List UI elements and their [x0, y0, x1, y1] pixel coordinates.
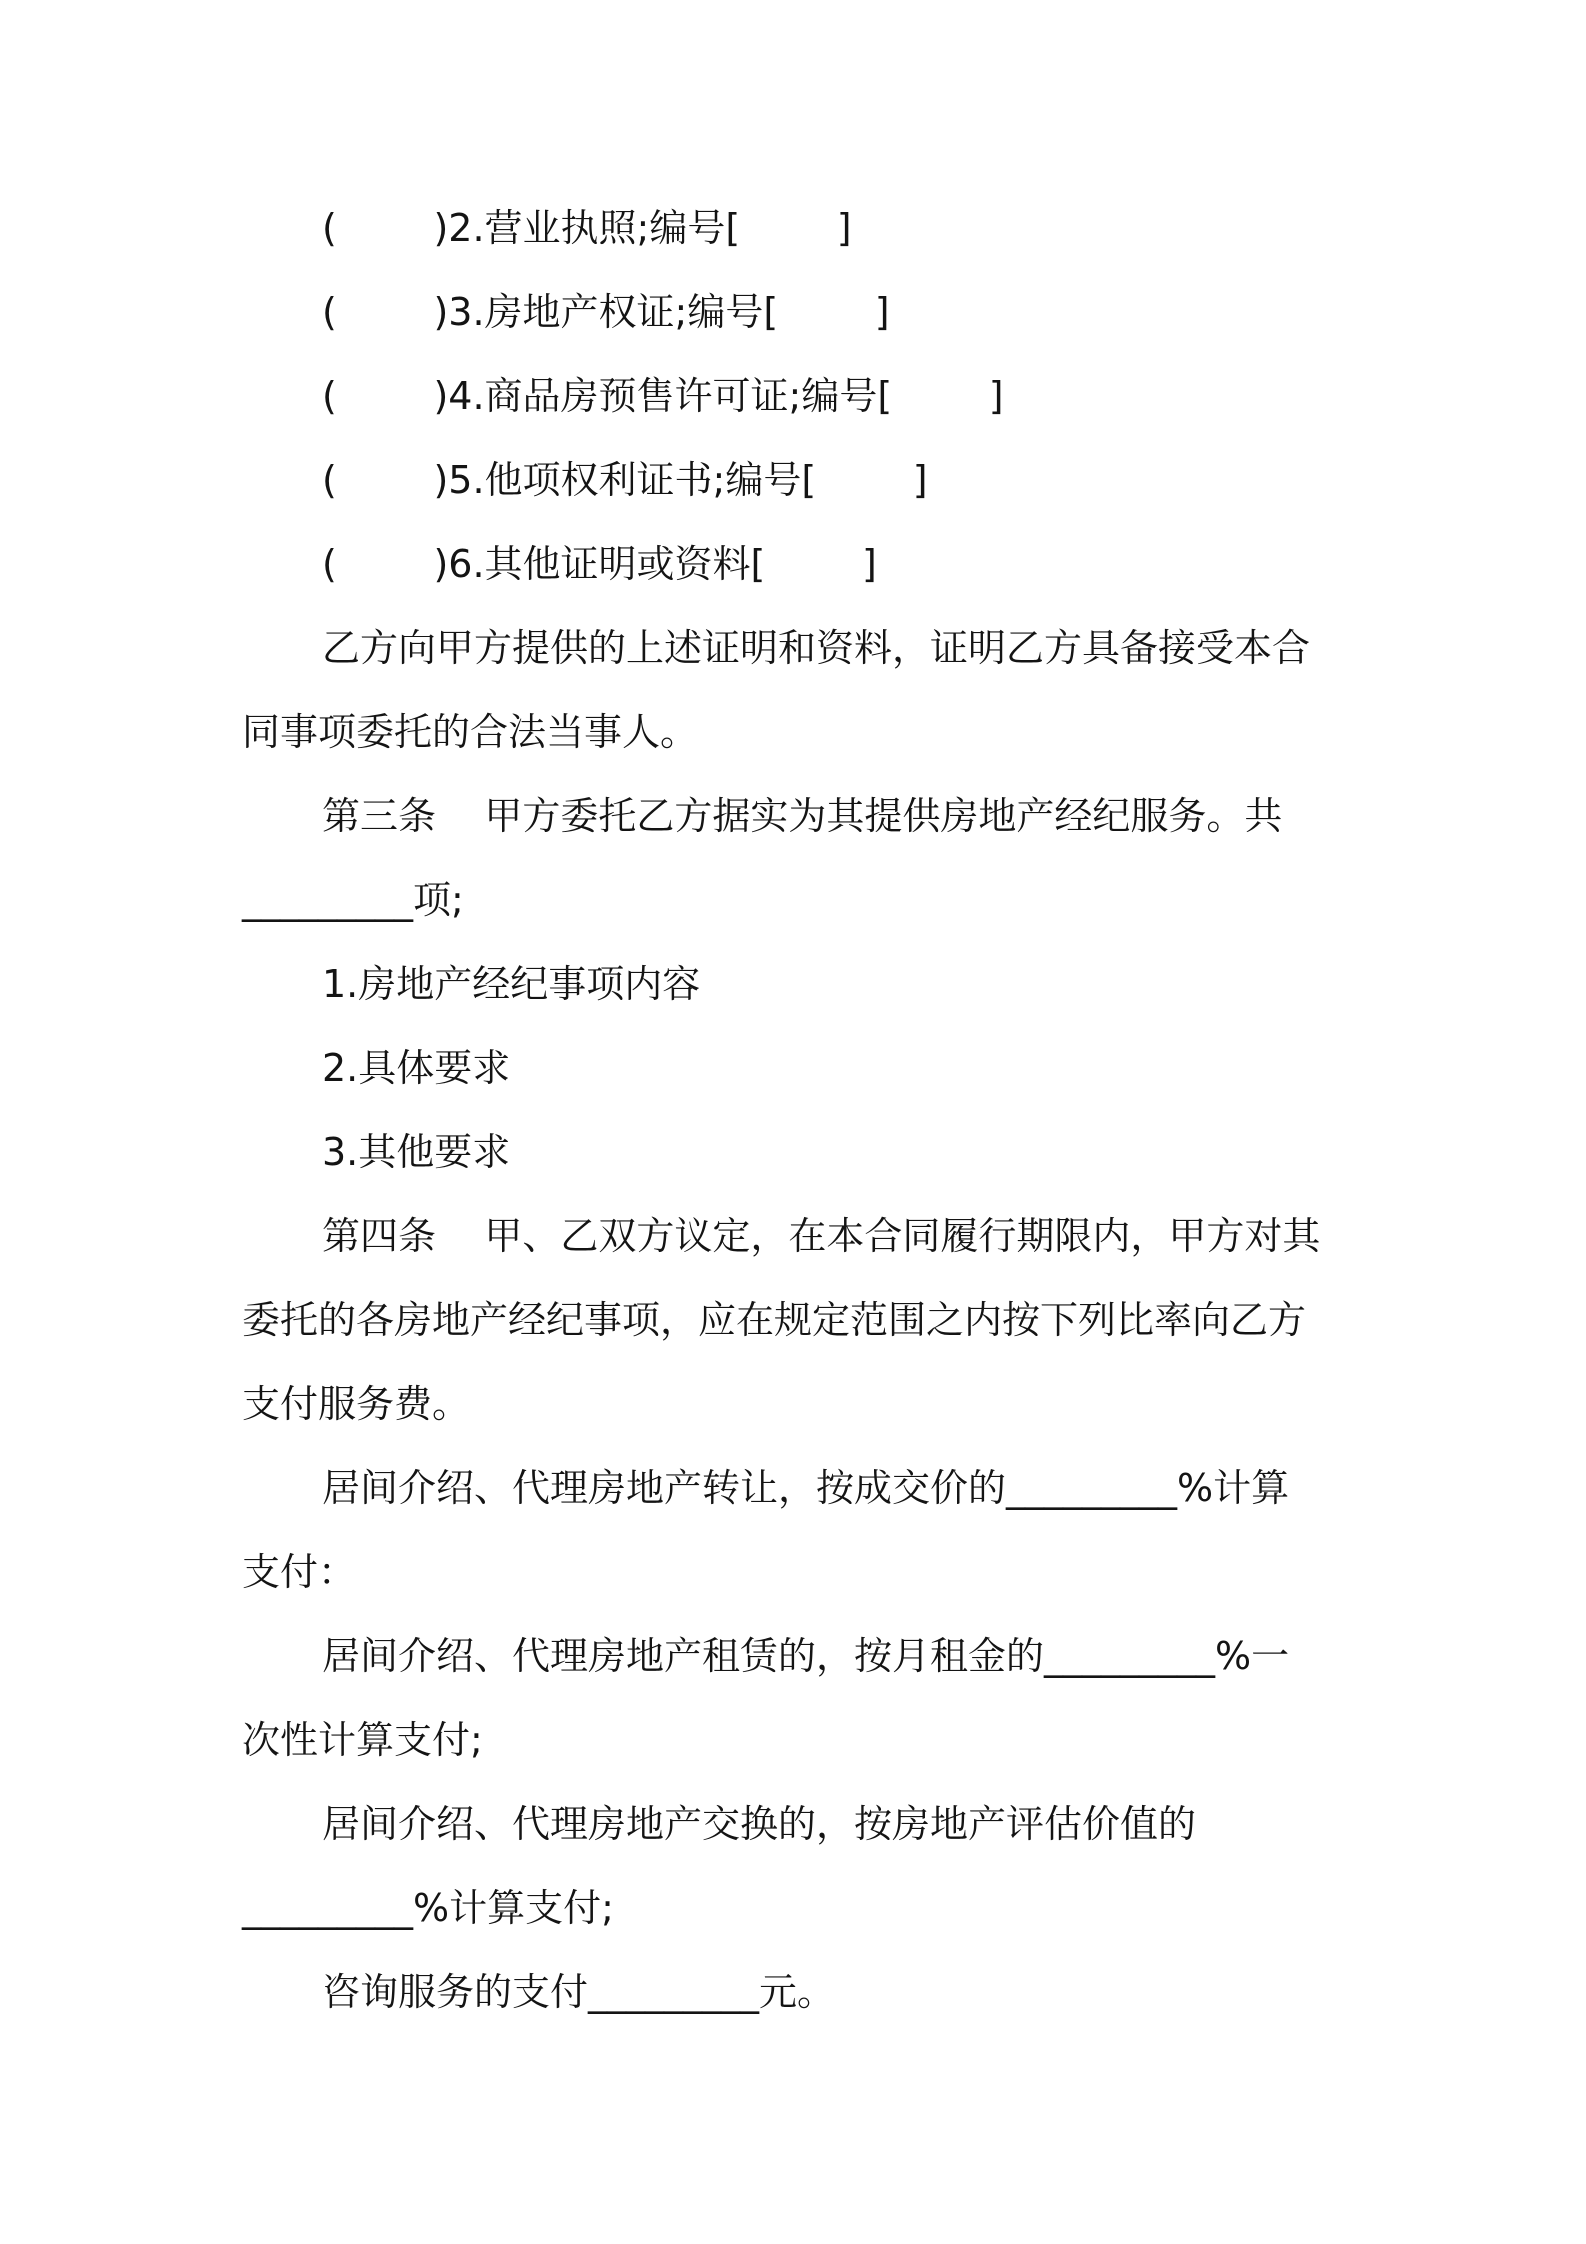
doc-paragraph-line: 支付服务费。 [242, 1382, 471, 1426]
doc-paragraph-line: 次性计算支付; [242, 1718, 483, 1762]
doc-line-item-4: ( )4.商品房预售许可证;编号[ ] [322, 374, 1004, 418]
doc-paragraph-line: 咨询服务的支付_________元。 [322, 1970, 836, 2014]
doc-paragraph-line: 乙方向甲方提供的上述证明和资料，证明乙方具备接受本合 [322, 626, 1311, 670]
doc-list-item: 2.具体要求 [322, 1046, 511, 1090]
doc-list-item: 3.其他要求 [322, 1130, 511, 1174]
doc-paragraph-line: 委托的各房地产经纪事项，应在规定范围之内按下列比率向乙方 [242, 1298, 1307, 1342]
doc-line-item-5: ( )5.他项权利证书;编号[ ] [322, 458, 928, 502]
doc-paragraph-line: 居间介绍、代理房地产交换的，按房地产评估价值的 [322, 1802, 1197, 1846]
doc-paragraph-line: 支付： [242, 1550, 357, 1594]
doc-line-item-3: ( )3.房地产权证;编号[ ] [322, 290, 890, 334]
doc-paragraph-line: 同事项委托的合法当事人。 [242, 710, 699, 754]
doc-paragraph-line: _________%计算支付; [242, 1886, 614, 1930]
doc-line-item-2: ( )2.营业执照;编号[ ] [322, 206, 852, 250]
doc-paragraph-line: 居间介绍、代理房地产租赁的，按月租金的_________%一 [322, 1634, 1290, 1678]
doc-line-item-6: ( )6.其他证明或资料[ ] [322, 542, 877, 586]
doc-paragraph-line: _________项; [242, 878, 464, 922]
doc-list-item: 1.房地产经纪事项内容 [322, 962, 701, 1006]
doc-paragraph-line: 居间介绍、代理房地产转让，按成交价的_________%计算 [322, 1466, 1290, 1510]
article-three-heading: 第三条 甲方委托乙方据实为其提供房地产经纪服务。共 [322, 794, 1283, 838]
article-four-heading: 第四条 甲、乙双方议定，在本合同履行期限内，甲方对其 [322, 1214, 1321, 1258]
